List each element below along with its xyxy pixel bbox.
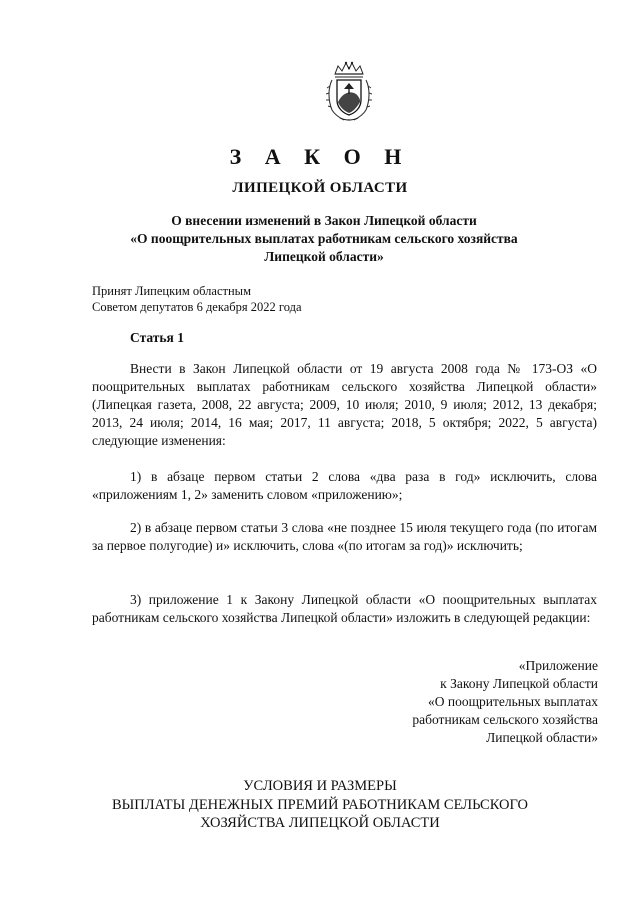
amendment-item-text: 1) в абзаце первом статьи 2 слова «два раза в год» исключить, слова «приложениям 1, 2» заменить словом «приложению»; — [92, 469, 597, 502]
amendment-item-text: 3) приложение 1 к Закону Липецкой области «О поощрительных выплатах работникам сельского хозяйства Липецкой области» изложить в следующей редакции: — [92, 592, 597, 625]
subject-line: О внесении изменений в Закон Липецкой области — [171, 213, 477, 228]
appendix-line: «Приложение — [518, 658, 598, 673]
amendment-item-2 — [92, 519, 597, 555]
appendix-line: работникам сельского хозяйства — [412, 712, 598, 727]
amendment-item-text: 2) в абзаце первом статьи 3 слова «не позднее 15 июля текущего года (по итогам за первое полугодие) и» исключить, слова «(по итогам за год)» исключить; — [92, 520, 597, 553]
appendix-line: «О поощрительных выплатах — [427, 694, 598, 709]
conditions-line: УСЛОВИЯ И РАЗМЕРЫ — [243, 778, 397, 794]
lipetsk-coat-of-arms-icon — [326, 60, 372, 124]
article-intro-text: Внести в Закон Липецкой области от 19 августа 2008 года № 173-ОЗ «О поощрительных выплатах работникам сельского хозяйства Липецкой области» (Липецкая газета, 2008, 22 августа; 2009, 10 июля; 2010, 9 июля; 2012, 13 декабря; 2013, 24 июля; 2014, 16 мая; 2017, 11 августа; 2018, 5 октября; 2022, 5 августа) следующие изменения: — [92, 361, 597, 448]
adoption-note — [92, 283, 302, 315]
subject-line: «О поощрительных выплатах работникам сельского хозяйства — [130, 231, 518, 246]
conditions-line: ХОЗЯЙСТВА ЛИПЕЦКОЙ ОБЛАСТИ — [200, 815, 440, 831]
adoption-line: Принят Липецким областным — [92, 284, 251, 298]
appendix-line: к Закону Липецкой области — [440, 676, 598, 691]
conditions-line: ВЫПЛАТЫ ДЕНЕЖНЫХ ПРЕМИЙ РАБОТНИКАМ СЕЛЬСКОГО — [111, 796, 528, 813]
law-subject — [108, 212, 540, 266]
law-title: З А К О Н — [229, 144, 411, 169]
adoption-line: Советом депутатов 6 декабря 2022 года — [92, 300, 302, 314]
subject-line: Липецкой области» — [264, 249, 384, 264]
appendix-header — [412, 657, 598, 747]
article-heading: Статья 1 — [130, 330, 184, 345]
appendix-line: Липецкой области» — [486, 730, 598, 745]
conditions-title — [0, 777, 640, 833]
amendment-item-3 — [92, 591, 597, 627]
amendment-item-1 — [92, 468, 597, 504]
region-name: ЛИПЕЦКОЙ ОБЛАСТИ — [232, 180, 408, 196]
article-intro — [92, 360, 597, 450]
